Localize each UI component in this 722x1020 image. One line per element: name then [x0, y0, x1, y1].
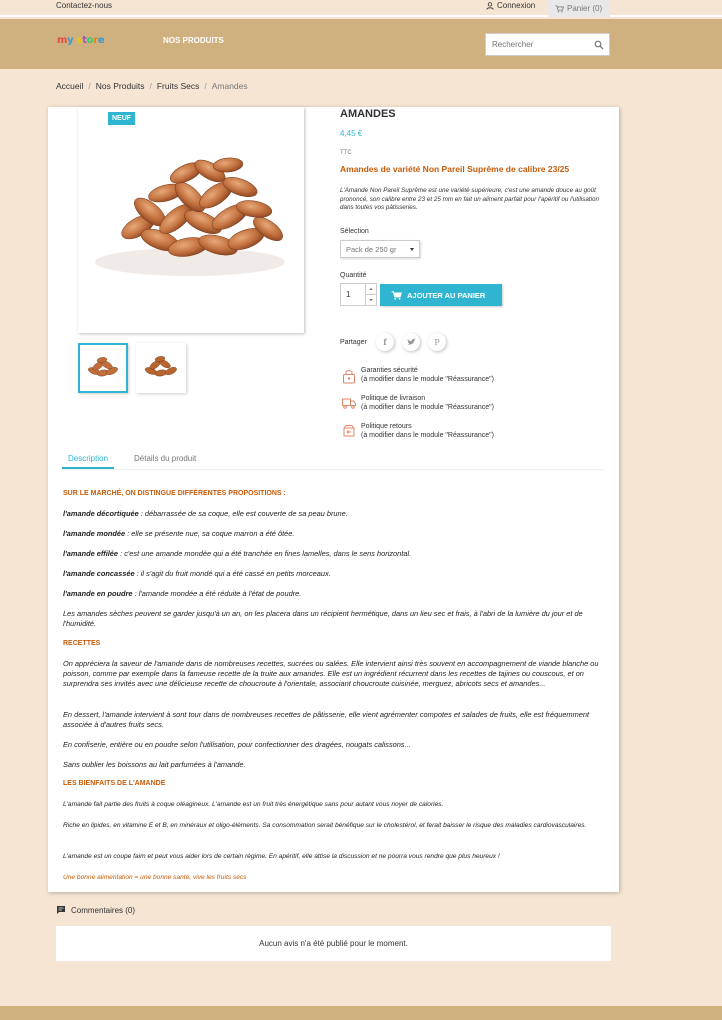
reassurance-title: Garanties sécurité — [361, 367, 418, 374]
description-term: l'amande décortiquée — [63, 509, 139, 518]
description-tagline: Une bonne alimentation = une bonne santé, vive les fruits secs — [63, 874, 247, 881]
product-subtitle: Amandes de variété Non Pareil Suprême de calibre 23/25 — [340, 164, 570, 174]
search-box — [485, 33, 610, 56]
quantity-label: Quantité — [340, 272, 367, 279]
breadcrumb-separator: / — [149, 81, 152, 91]
cart-icon — [555, 5, 564, 13]
search-icon[interactable] — [594, 40, 604, 50]
product-short-description: L'Amande Non Pareil Suprême est une variété supérieure, c'est une amande douce au goût prononcé, son calibre entre 23 et 25 mm en fait un aliment parfait pour l'apéritif ou l'utilisation dans toutes vos pâtisseries. — [340, 187, 599, 212]
breadcrumb-category[interactable]: Fruits Secs — [156, 81, 200, 91]
description-item — [63, 549, 601, 559]
selection-dropdown[interactable] — [340, 240, 420, 258]
description-item — [63, 529, 601, 539]
selection-value: Pack de 250 gr — [346, 245, 397, 254]
cart-button[interactable] — [548, 0, 610, 17]
reassurance-text: (à modifier dans le module "Réassurance") — [361, 432, 494, 439]
tax-label: TTC — [340, 150, 352, 156]
selection-label: Sélection — [340, 228, 369, 235]
twitter-share-button[interactable] — [402, 333, 420, 351]
breadcrumb-current: Amandes — [211, 81, 248, 91]
contact-link[interactable]: Contactez-nous — [56, 1, 113, 10]
pinterest-share-button[interactable] — [428, 333, 446, 351]
product-tabs — [62, 452, 604, 470]
description-text: : il s'agit du fruit mondé qui a été cassé en petits morceaux. — [134, 569, 331, 578]
login-label: Connexion — [497, 1, 536, 10]
description-paragraph: L'amande fait partie des fruits à coque oléagineux. L'amande est un fruit très énergétique sans pour autant vous noyer de calories. — [63, 801, 444, 808]
nav-products-link[interactable]: NOS PRODUITS — [163, 36, 224, 45]
return-box-icon — [342, 424, 356, 438]
thumbnail-2[interactable] — [136, 343, 186, 393]
reassurance-title: Politique de livraison — [361, 395, 426, 402]
description-heading: SUR LE MARCHÉ, ON DISTINGUE DIFFÉRENTES PROPOSITIONS : — [63, 490, 286, 497]
search-input[interactable] — [486, 34, 586, 55]
description-term: l'amande en poudre — [63, 589, 133, 598]
truck-icon — [342, 396, 356, 410]
product-main-image[interactable] — [78, 107, 304, 333]
product-card — [48, 107, 619, 892]
reassurance-text: (à modifier dans le module "Réassurance") — [361, 404, 494, 411]
reassurance-text: (à modifier dans le module "Réassurance") — [361, 376, 494, 383]
quantity-input[interactable]: 1 — [346, 290, 351, 299]
twitter-icon — [407, 338, 416, 346]
description-term: l'amande mondée — [63, 529, 126, 538]
description-heading: RECETTES — [63, 640, 101, 647]
description-text: : l'amande mondée a été réduite à l'état de poudre. — [132, 589, 302, 598]
tab-description[interactable]: Description — [62, 454, 114, 469]
store-logo[interactable] — [57, 33, 107, 50]
comment-icon — [56, 905, 66, 915]
login-link[interactable] — [486, 1, 535, 10]
quantity-decrease-button[interactable] — [365, 295, 376, 306]
reassurance-security — [342, 367, 542, 389]
pinterest-icon: P — [434, 337, 440, 347]
new-badge: NEUF — [108, 112, 135, 125]
comments-header — [56, 905, 135, 915]
svg-text:my store: my store — [57, 35, 105, 46]
add-to-cart-button[interactable] — [380, 284, 502, 306]
facebook-share-button[interactable] — [376, 333, 394, 351]
description-text: : débarrassée de sa coque, elle est couverte de sa peau brune. — [138, 509, 348, 518]
thumbnail-1[interactable] — [78, 343, 128, 393]
quantity-stepper[interactable] — [340, 283, 377, 306]
cart-label: Panier (0) — [567, 4, 603, 13]
description-term: l'amande concassée — [63, 569, 135, 578]
description-paragraph: Riche en lipides, en vitamine E et B, en minéraux et oligo-éléments. Sa consommation serait bénéfique sur le cholestérol, et ferait baisser le risque des maladies cardiovasculaires. — [63, 822, 587, 829]
reassurance-returns — [342, 423, 542, 445]
description-text: : elle se présente nue, sa coque marron a été ôtée. — [125, 529, 295, 538]
description-paragraph: En confiserie, entière ou en poudre selon l'utilisation, pour confectionner des dragées, nougats calissons... — [63, 740, 411, 749]
no-reviews-message: Aucun avis n'a été publié pour le moment. — [56, 926, 611, 961]
breadcrumb — [56, 81, 248, 91]
footer-bar — [0, 1006, 722, 1020]
description-paragraph: En dessert, l'amande intervient à sont tour dans de nombreuses recettes de pâtisserie, elle vient agrémenter compotes et salades de fruits, elle est fréquemment associée à d'autres fruits secs. — [63, 710, 590, 729]
description-item — [63, 509, 601, 519]
description-paragraph: L'amande est un coupe faim et peut vous aider lors de certain régime. En apéritif, elle attise la discussion et ne pourra vous rendre que plus heureux ! — [63, 853, 500, 860]
description-item — [63, 589, 601, 599]
chevron-down-icon — [410, 248, 414, 251]
description-paragraph: On appréciera la saveur de l'amande dans de nombreuses recettes, sucrées ou salées. Elle intervient ainsi très souvent en accompagnement de viande blanche ou poisson, comme par exemple dans la fameuse recette de la truite aux amandes. Elle est un ingrédient récurrent dans les recettes de tajines ou couscous, et on surprendra ses invités avec une délicieuse recette de choucroute à l'orientale, associant choucroute cuisinée, merguez, abricots secs et amandes... — [63, 659, 599, 688]
site-header — [0, 19, 722, 69]
description-paragraph: Les amandes sèches peuvent se garder jusqu'à un an, on les placera dans un récipient hermétique, dans un lieu sec et frais, à l'abri de la lumière du jour et de l'humidité. — [63, 609, 583, 628]
breadcrumb-separator: / — [204, 81, 207, 91]
product-price: 4,45 € — [340, 129, 363, 138]
description-item — [63, 569, 601, 579]
description-paragraph: Sans oublier les boissons au lait parfumées à l'amande. — [63, 760, 246, 769]
add-to-cart-label: AJOUTER AU PANIER — [407, 290, 486, 300]
breadcrumb-home[interactable]: Accueil — [56, 81, 84, 91]
description-text: : c'est une amande mondée qui a été tranchée en fines lamelles, dans le sens horizontal. — [118, 549, 412, 558]
breadcrumb-separator: / — [88, 81, 91, 91]
product-title: AMANDES — [340, 108, 396, 120]
quantity-increase-button[interactable] — [365, 284, 376, 295]
description-heading: LES BIENFAITS DE L'AMANDE — [63, 780, 166, 787]
top-bar — [0, 0, 722, 17]
comments-title: Commentaires (0) — [71, 905, 136, 915]
reassurance-delivery — [342, 395, 542, 417]
reassurance-title: Politique retours — [361, 423, 412, 430]
facebook-icon: f — [383, 337, 387, 347]
breadcrumb-products[interactable]: Nos Produits — [95, 81, 145, 91]
description-term: l'amande effilée — [63, 549, 119, 558]
lock-icon — [342, 368, 356, 384]
tab-product-details[interactable]: Détails du produit — [134, 454, 197, 463]
cart-icon — [391, 291, 402, 300]
share-label: Partager — [340, 339, 367, 346]
user-icon — [486, 2, 494, 10]
